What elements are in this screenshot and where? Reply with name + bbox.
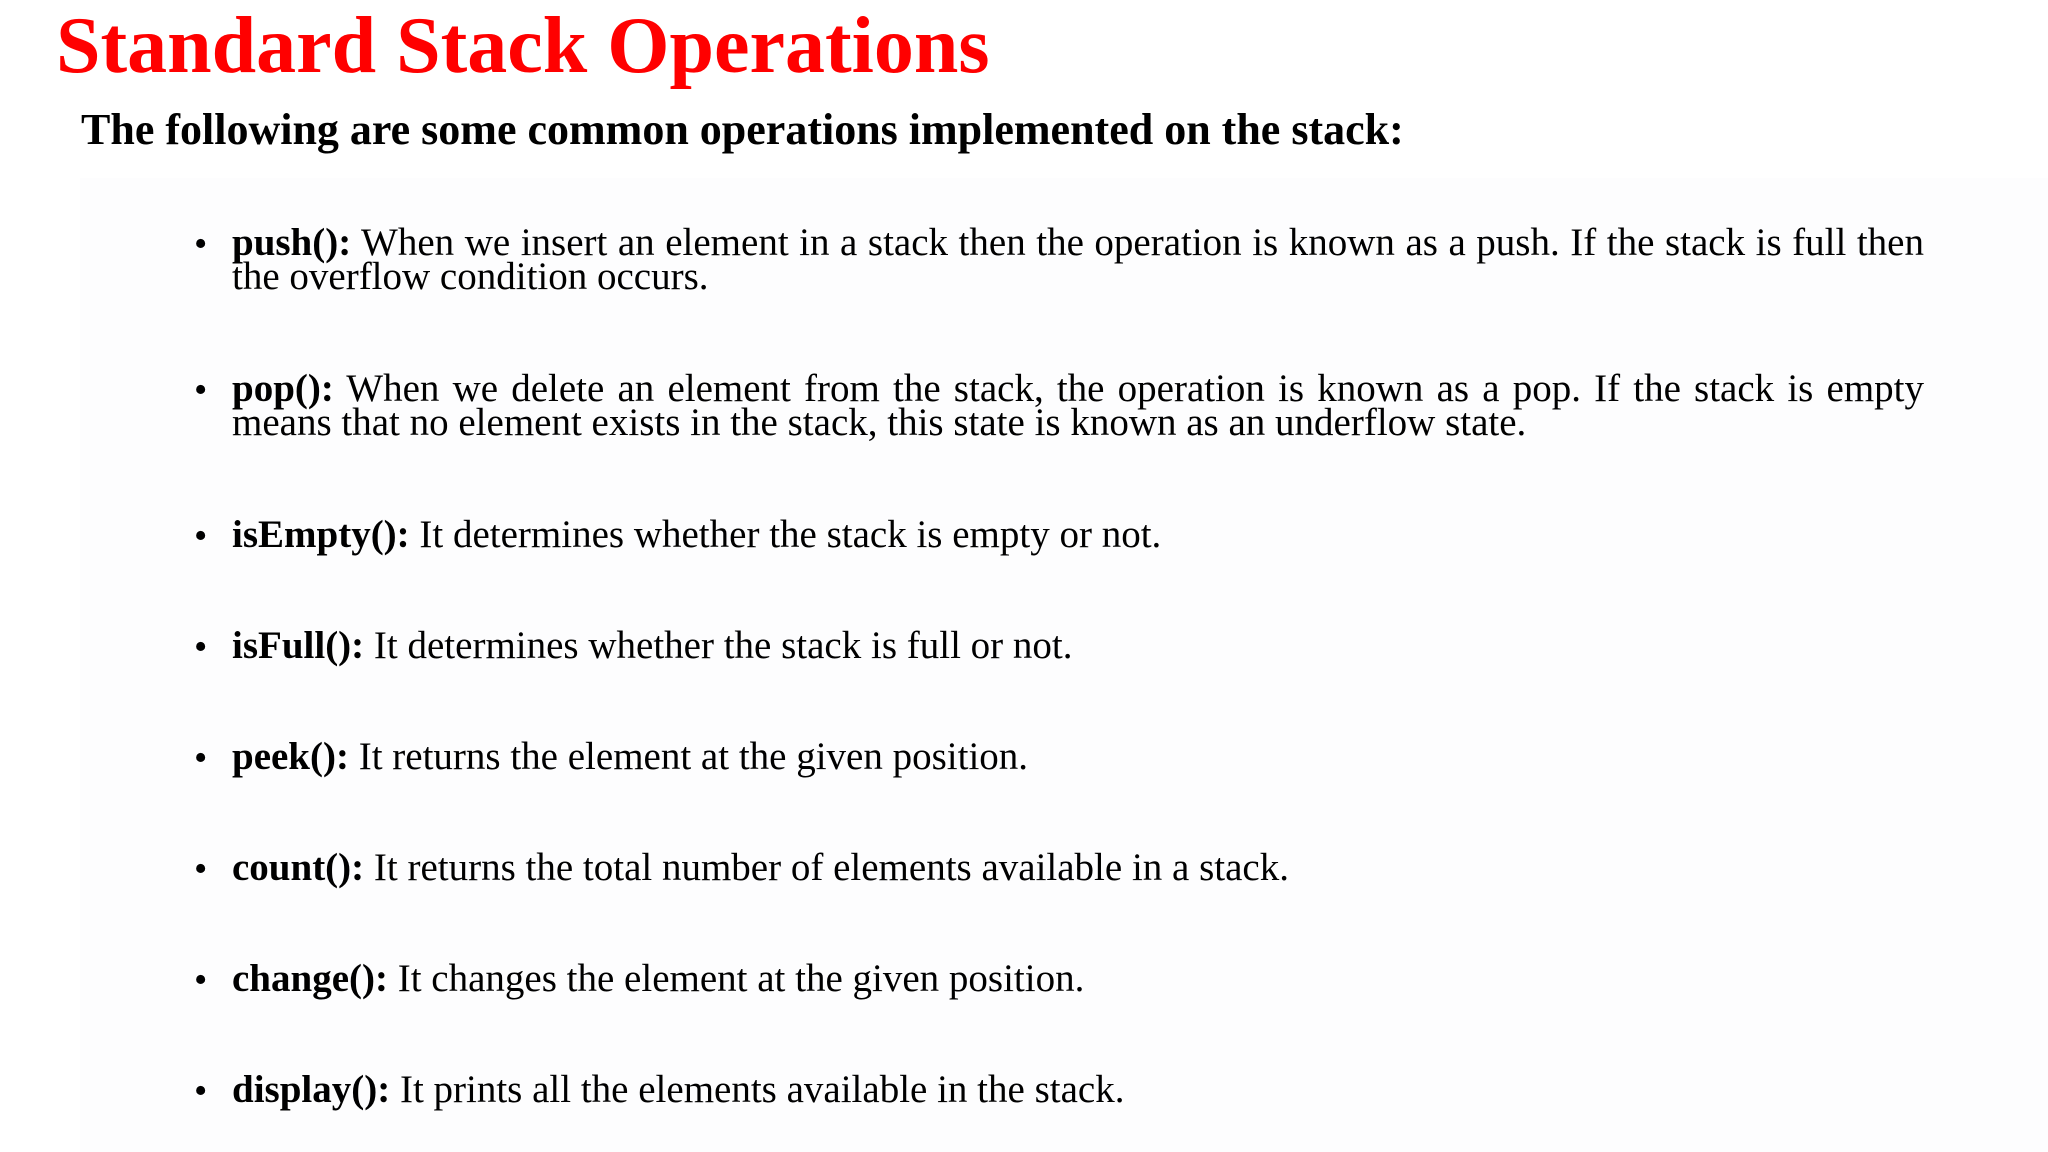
bullet-icon: • [194,1070,208,1112]
operation-description: When we insert an element in a stack then the operation is known as a push. If the stack is full then the overflow condition occurs. [232,221,1924,298]
operation-description: It prints all the elements available in the stack. [390,1068,1125,1111]
operation-text [232,513,1924,556]
operation-text [232,1068,1924,1111]
operation-name: change(): [232,957,388,1000]
operation-description: It determines whether the stack is full or not. [364,624,1073,667]
operation-description: It changes the element at the given position. [387,957,1085,1000]
bullet-icon: • [194,626,208,668]
operation-text [232,624,1924,667]
bullet-icon: • [194,369,208,411]
bullet-icon: • [194,737,208,779]
operation-text [232,735,1924,778]
operation-description: When we delete an element from the stack, the operation is known as a pop. If the stack is empty means that no element exists in the stack, this state is known as an underflow state. [232,367,1924,444]
operation-text [232,846,1924,889]
operation-name: isEmpty(): [232,513,410,556]
operation-name: peek(): [232,735,349,778]
bullet-icon: • [194,223,208,265]
bullet-icon: • [194,848,208,890]
operation-name: push(): [232,221,352,264]
bullet-icon: • [194,959,208,1001]
operation-text [232,221,1924,298]
operation-name: count(): [232,846,365,889]
operation-name: pop(): [232,367,334,410]
operation-name: isFull(): [232,624,365,667]
operation-text [232,957,1924,1000]
operation-description: It returns the element at the given position. [348,735,1029,778]
operation-name: display(): [232,1068,391,1111]
operation-text [232,367,1924,444]
operation-description: It returns the total number of elements available in a stack. [364,846,1289,889]
slide-subtitle: The following are some common operations implemented on the stack: [81,105,1404,154]
bullet-icon: • [194,515,208,557]
slide-title: Standard Stack Operations [56,2,990,90]
operation-description: It determines whether the stack is empty or not. [409,513,1162,556]
